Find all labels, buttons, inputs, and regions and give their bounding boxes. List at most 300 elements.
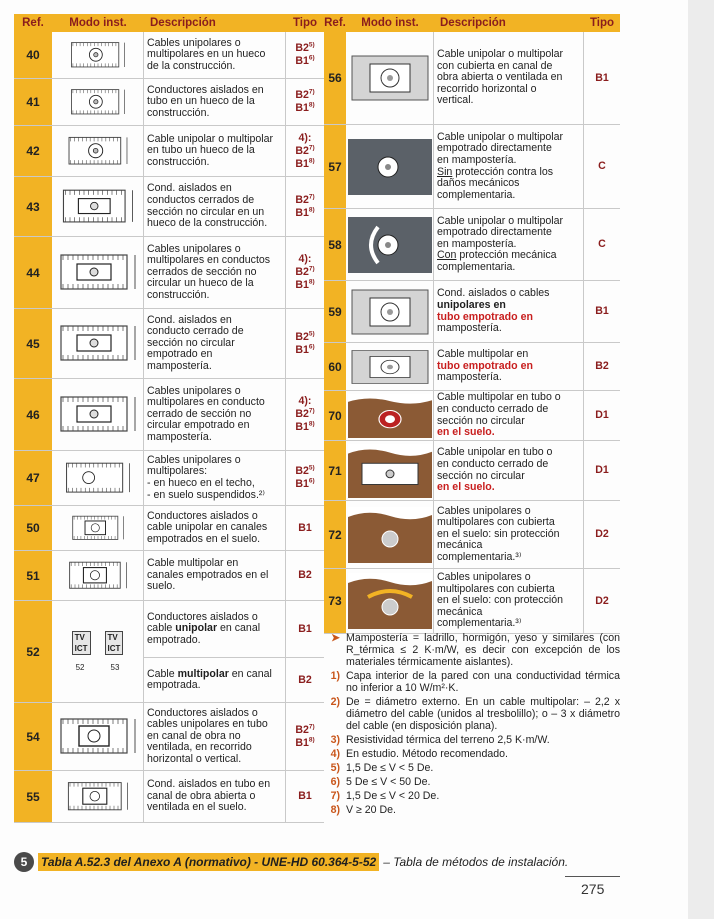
description-line: Cable unipolar o multipolar	[147, 132, 274, 145]
table-row	[14, 551, 324, 601]
row-ref: 47	[14, 451, 52, 505]
table-row	[324, 391, 620, 441]
footnote-text: V ≥ 20 De.	[346, 804, 396, 816]
row-ref: 70	[324, 391, 346, 440]
soil-section-icon	[348, 394, 432, 438]
description-line: empotrado.	[147, 634, 201, 647]
footnote	[324, 670, 620, 694]
table-row	[324, 281, 620, 343]
type-line	[298, 790, 312, 803]
description-line: mampostería.	[437, 371, 502, 384]
description-line: canales empotrados en el	[147, 568, 269, 581]
description-line: - en suelo suspendidos.²⁾	[147, 488, 266, 501]
row-type: C	[598, 160, 606, 172]
wall-hollow-conduit-icon	[53, 81, 143, 124]
type-note: 7)	[308, 722, 315, 730]
installation-figure	[52, 703, 144, 770]
row-type: B1	[595, 305, 609, 317]
description-line: Cond. aislados en	[147, 182, 232, 195]
description-line: mecánica	[437, 605, 483, 618]
header-descripcion: Descripción	[440, 17, 506, 29]
row-description	[144, 771, 286, 822]
footnote	[324, 632, 620, 668]
description-line: en mampostería.	[437, 153, 517, 166]
description-line: en conducto cerrado de	[437, 402, 549, 415]
description-line: en canal de obra no	[147, 729, 241, 742]
description-line: vertical.	[437, 94, 474, 107]
table-row	[14, 771, 324, 823]
row-type	[286, 309, 324, 378]
type-line	[295, 465, 314, 478]
row-ref: 42	[14, 126, 52, 176]
installation-figure	[52, 506, 144, 550]
table-row	[324, 209, 620, 281]
sub-ref-b: 53	[110, 663, 120, 672]
type-line	[295, 408, 314, 421]
type-line	[299, 253, 312, 266]
row-description	[144, 658, 286, 702]
type-line	[299, 395, 312, 408]
footnote	[324, 762, 620, 774]
underlined-word: Con	[437, 249, 457, 262]
footnote-key: 3)	[330, 734, 340, 746]
type-note: 8)	[308, 101, 315, 109]
description-line: Sin protección contra los	[437, 165, 554, 178]
description-line: Cond. aislados en	[147, 313, 232, 326]
row-description	[144, 551, 286, 600]
description-line: sección no circular	[437, 414, 525, 427]
installation-figure	[52, 379, 144, 450]
soil-section-icon	[348, 444, 432, 498]
row-description	[434, 281, 584, 342]
description-line: Cable unipolar en tubo o	[437, 446, 553, 459]
type-code: B1	[295, 55, 309, 67]
description-line: complementaria.	[437, 260, 516, 273]
description-line: Cable multipolar en canal	[147, 667, 272, 680]
footnote-text: Resistividad térmica del terreno 2,5 K·m/W.	[346, 734, 550, 746]
description-line: multipolares con cubierta	[437, 516, 555, 529]
row-ref: 46	[14, 379, 52, 450]
row-ref: 71	[324, 441, 346, 500]
description-line: cerrado de sección no	[147, 407, 252, 420]
installation-figure	[52, 126, 144, 176]
description-line: Cable unipolar o multipolar	[437, 48, 564, 61]
type-note: 8)	[308, 205, 315, 213]
row-description	[144, 379, 286, 450]
footnote-text: Capa interior de la pared con una conductividad térmica no inferior a 10 W/m²·K.	[346, 670, 620, 694]
floor-trunking-icon	[53, 553, 143, 599]
description-line: cables unipolares en tubo	[147, 718, 268, 731]
table-row	[324, 32, 620, 125]
row-type	[286, 237, 324, 308]
header-modo: Modo inst.	[361, 17, 419, 29]
description-line: complementaria.	[437, 188, 516, 201]
emphasis: multipolar	[177, 667, 229, 680]
type-line	[295, 145, 314, 158]
row-ref: 60	[324, 343, 346, 390]
row-ref: 55	[14, 771, 52, 822]
installation-figure	[346, 209, 434, 280]
type-note: 7)	[308, 88, 315, 96]
description-line: Cond. aislados o cables	[437, 287, 550, 300]
row-type: D1	[595, 409, 609, 421]
installation-figure	[346, 125, 434, 208]
installation-figure	[346, 501, 434, 568]
type-code: B2	[295, 144, 309, 157]
type-note: 8)	[308, 278, 315, 286]
description-line: sección no circular	[437, 469, 525, 482]
channel-label-ict: ICT	[107, 644, 121, 653]
description-line: en mampostería.	[437, 237, 517, 250]
type-code: B1	[295, 206, 309, 219]
type-note: 8)	[308, 735, 315, 743]
description-line: sección no circular en un	[147, 205, 265, 218]
type-code: B2	[295, 193, 309, 206]
row-type: D2	[595, 528, 609, 540]
footnote-key: 7)	[330, 790, 340, 802]
type-code: B2	[295, 330, 309, 343]
row-ref: 52	[14, 601, 52, 702]
description-line: en tubo un hueco de la	[147, 144, 255, 157]
description-line: Conductores aislados o	[147, 706, 258, 719]
installation-figure	[52, 32, 144, 78]
type-note: 7)	[308, 407, 315, 415]
description-line: - en hueco en el techo,	[147, 477, 255, 489]
row-description	[434, 125, 584, 208]
channel-labels	[72, 631, 124, 655]
description-line: ventilada, en recorrido	[147, 741, 252, 754]
footnote-key: 6)	[330, 776, 340, 788]
type-line	[295, 102, 314, 115]
description-line: empotrada.	[147, 679, 201, 692]
description-line: Conductores aislados o	[147, 610, 258, 623]
row-ref: 40	[14, 32, 52, 78]
closed-duct-icon	[53, 179, 143, 235]
row-ref: 73	[324, 569, 346, 633]
type-note: 8)	[308, 156, 315, 164]
description-line: en el suelo: con protección	[437, 594, 564, 607]
table-row	[14, 126, 324, 177]
installation-figure	[52, 601, 144, 702]
header-tipo: Tipo	[589, 17, 615, 29]
row-description	[434, 32, 584, 124]
row-description	[144, 79, 286, 125]
description-line: construcción.	[147, 106, 210, 119]
description-line: sección no circular	[147, 336, 235, 349]
description-line: en el suelo.	[437, 426, 495, 439]
description-line: construcción.	[147, 155, 210, 168]
installation-figure	[346, 569, 434, 633]
description-line: con cubierta en canal de	[437, 59, 553, 72]
row-description	[144, 32, 286, 78]
row-ref: 45	[14, 309, 52, 378]
row-ref: 51	[14, 551, 52, 600]
type-code: B1	[298, 790, 312, 802]
table-row	[14, 451, 324, 506]
installation-figure	[52, 309, 144, 378]
type-line	[295, 158, 314, 171]
type-note: 6)	[308, 342, 315, 350]
type-code: B1	[295, 736, 309, 749]
description-line: Conductores aislados en	[147, 83, 264, 96]
type-line	[295, 478, 314, 491]
description-line: Cables unipolares o	[147, 453, 241, 466]
installation-figure	[346, 441, 434, 500]
description-line: cable unipolar en canales	[147, 521, 268, 534]
row-description	[144, 237, 286, 308]
row-description	[144, 126, 286, 176]
type-line	[295, 279, 314, 292]
row-ref: 44	[14, 237, 52, 308]
sub-refs	[76, 663, 120, 672]
sub-row	[144, 601, 324, 658]
description-line: conductos cerrados de	[147, 193, 255, 206]
table-row	[324, 501, 620, 569]
type-note: 5)	[308, 329, 315, 337]
type-line	[295, 42, 314, 55]
table-header-right	[324, 14, 620, 32]
type-note: 5)	[308, 464, 315, 472]
type-code: B2	[295, 89, 309, 101]
row-description	[144, 309, 286, 378]
description-line: multipolares en un hueco	[147, 48, 266, 61]
page-number: 275	[581, 881, 605, 897]
header-modo: Modo inst.	[69, 17, 127, 29]
row-type	[286, 379, 324, 450]
type-code: B1	[295, 279, 309, 291]
floor-trunking-icon	[53, 508, 143, 549]
header-ref: Ref.	[22, 17, 44, 29]
installation-figure	[346, 281, 434, 342]
footnote-text: 5 De ≤ V < 50 De.	[346, 776, 431, 788]
type-line	[295, 55, 314, 68]
footnote-text: En estudio. Método recomendado.	[346, 748, 508, 760]
embedded-duct-icon	[53, 314, 143, 374]
type-line	[295, 89, 314, 102]
description-line: Conductores aislados o	[147, 509, 258, 522]
row-description	[434, 441, 584, 500]
description-line: hueco de la construcción.	[147, 217, 268, 230]
channel-box	[72, 631, 91, 655]
type-code: 4):	[298, 395, 312, 407]
description-line: de la construcción.	[147, 59, 236, 72]
row-description	[434, 501, 584, 568]
row-description	[144, 703, 286, 770]
table-row	[14, 703, 324, 771]
table-row	[324, 125, 620, 209]
caption-title: Tabla A.52.3 del Anexo A (normativo) - UNE-HD 60.364-5-52	[38, 853, 379, 871]
footnote-key: 1)	[330, 670, 340, 682]
type-note: 8)	[308, 420, 315, 428]
masonry-cable-icon	[348, 139, 432, 195]
description-line: cerrados de sección no	[147, 265, 257, 278]
table-row	[14, 237, 324, 309]
sub-row	[144, 658, 324, 702]
type-line	[295, 194, 314, 207]
header-tipo: Tipo	[292, 17, 318, 29]
row-description	[144, 601, 286, 657]
row-type: C	[598, 238, 606, 250]
row-type: B1	[298, 622, 312, 635]
channel-label-tv: TV	[74, 633, 85, 642]
installation-figure	[346, 343, 434, 390]
description-line: construcción.	[147, 288, 210, 301]
row-type	[286, 126, 324, 176]
row-ref: 59	[324, 281, 346, 342]
description-line: complementaria.³⁾	[437, 617, 522, 630]
footnote-text: Mampostería = ladrillo, hormigón, yeso y similares (con R_térmica ≤ 2 K·m/W, es decir con excepción de los materiales térmicamente aislantes).	[346, 632, 620, 668]
rows-right	[324, 32, 620, 634]
header-ref: Ref.	[324, 17, 346, 29]
description-line: canal de obra abierta o	[147, 789, 256, 802]
footnotes	[324, 632, 620, 818]
type-line	[295, 266, 314, 279]
row-type	[286, 506, 324, 550]
footnote	[324, 776, 620, 788]
type-note: 5)	[308, 41, 315, 49]
footnote-text: 1,5 De ≤ V < 20 De.	[346, 790, 440, 802]
description-line: Con protección mecánica	[437, 249, 557, 262]
type-note: 6)	[308, 477, 315, 485]
description-line: horizontal o vertical.	[147, 752, 242, 765]
soil-section-icon	[348, 507, 432, 563]
type-code: 4):	[298, 131, 312, 144]
type-code: B2	[295, 465, 309, 477]
row-type: B2	[595, 360, 609, 372]
row-type	[286, 177, 324, 236]
row-type	[286, 771, 324, 822]
description-line: Cables unipolares o	[147, 242, 241, 255]
description-line: mampostería.	[437, 322, 502, 335]
footnote-text: 1,5 De ≤ V < 5 De.	[346, 762, 434, 774]
soil-section-icon	[348, 573, 432, 629]
footnote	[324, 790, 620, 802]
description-line: cable unipolar en canal	[147, 622, 261, 635]
table-row	[14, 177, 324, 237]
table-row	[14, 506, 324, 551]
table-row	[14, 79, 324, 126]
type-line	[295, 207, 314, 220]
emphasis: unipolar	[175, 622, 218, 635]
description-line: conducto cerrado de	[147, 325, 244, 338]
table-row	[14, 601, 324, 703]
description-line: Cables unipolares o	[147, 36, 241, 49]
page-gutter	[688, 0, 714, 919]
description-line: recorrido horizontal o	[437, 82, 537, 95]
footnote-key: 4)	[330, 748, 340, 760]
table-row	[324, 343, 620, 391]
split-cells	[144, 601, 324, 702]
row-description	[144, 177, 286, 236]
type-line	[298, 569, 312, 582]
description-line: en el suelo: sin protección	[437, 527, 560, 540]
type-code: B1	[298, 521, 312, 534]
footnote	[324, 748, 620, 760]
row-type	[286, 703, 324, 770]
installation-figure	[52, 79, 144, 125]
table-row	[324, 441, 620, 501]
type-line	[295, 737, 314, 750]
type-note: 6)	[308, 54, 315, 62]
table-caption	[14, 851, 568, 873]
type-code: B2	[298, 569, 312, 581]
type-code: B1	[295, 478, 309, 490]
type-code: B2	[295, 42, 309, 54]
description-line: obra abierta o ventilada en	[437, 71, 563, 84]
caption-rest: – Tabla de métodos de instalación.	[383, 855, 569, 869]
installation-figure	[346, 32, 434, 124]
description-line: tubo empotrado en	[437, 310, 533, 323]
description-line: Cable unipolar o multipolar	[437, 214, 564, 227]
type-code: B1	[295, 102, 309, 114]
footnote	[324, 804, 620, 816]
row-ref: 57	[324, 125, 346, 208]
type-note: 7)	[308, 265, 315, 273]
description-line: circular empotrado en	[147, 419, 250, 432]
underlined-word: Sin	[437, 165, 453, 178]
installation-figure	[52, 451, 144, 505]
description-line: Cond. aislados en tubo en	[147, 778, 271, 791]
footnote-key: 5)	[330, 762, 340, 774]
row-type: B2	[298, 673, 312, 686]
table-row	[14, 379, 324, 451]
description-line: tubo empotrado en	[437, 359, 533, 372]
row-type	[286, 79, 324, 125]
description-line: empotrado directamente	[437, 226, 552, 239]
description-line: en el suelo.	[437, 481, 495, 494]
page-rule	[565, 876, 620, 877]
masonry-cable-icon	[348, 217, 432, 273]
type-line	[295, 724, 314, 737]
footnote-key: 2)	[330, 696, 340, 708]
description-line: en conducto cerrado de	[437, 457, 549, 470]
footnote-text: De = diámetro externo. En un cable multipolar: – 2,2 x diámetro del cable (unidos al tresbolillo); o – 3 x diámetro del cable (en disposición plana).	[346, 696, 620, 732]
embedded-duct-icon	[53, 385, 143, 445]
building-channel-icon	[53, 707, 143, 767]
row-type	[286, 451, 324, 505]
footnote	[324, 734, 620, 746]
description-line: mampostería.	[147, 359, 212, 372]
row-description	[144, 451, 286, 505]
type-code: B1	[295, 421, 309, 433]
type-line	[295, 344, 314, 357]
table-row	[324, 569, 620, 634]
row-description	[144, 506, 286, 550]
closed-duct-icon	[53, 243, 143, 303]
type-note: 7)	[308, 192, 315, 200]
embedded-conduit-icon	[348, 284, 432, 340]
type-line	[295, 421, 314, 434]
description-line: mampostería.	[147, 430, 212, 443]
channel-label-tv: TV	[107, 633, 118, 642]
row-description	[434, 569, 584, 633]
row-type: D1	[595, 464, 609, 476]
type-code: B2	[295, 266, 309, 278]
table-left	[14, 14, 324, 823]
row-ref: 41	[14, 79, 52, 125]
description-line: multipolares:	[147, 465, 208, 478]
type-line	[298, 522, 312, 535]
channel-box	[105, 631, 124, 655]
type-code: B2	[295, 723, 309, 736]
installation-figure	[52, 551, 144, 600]
type-code: B1	[295, 157, 309, 170]
row-type	[286, 32, 324, 78]
wall-hollow-cable-icon	[53, 34, 143, 77]
description-line: circular un hueco de la	[147, 277, 254, 290]
row-ref: 50	[14, 506, 52, 550]
type-code: B1	[295, 343, 309, 356]
